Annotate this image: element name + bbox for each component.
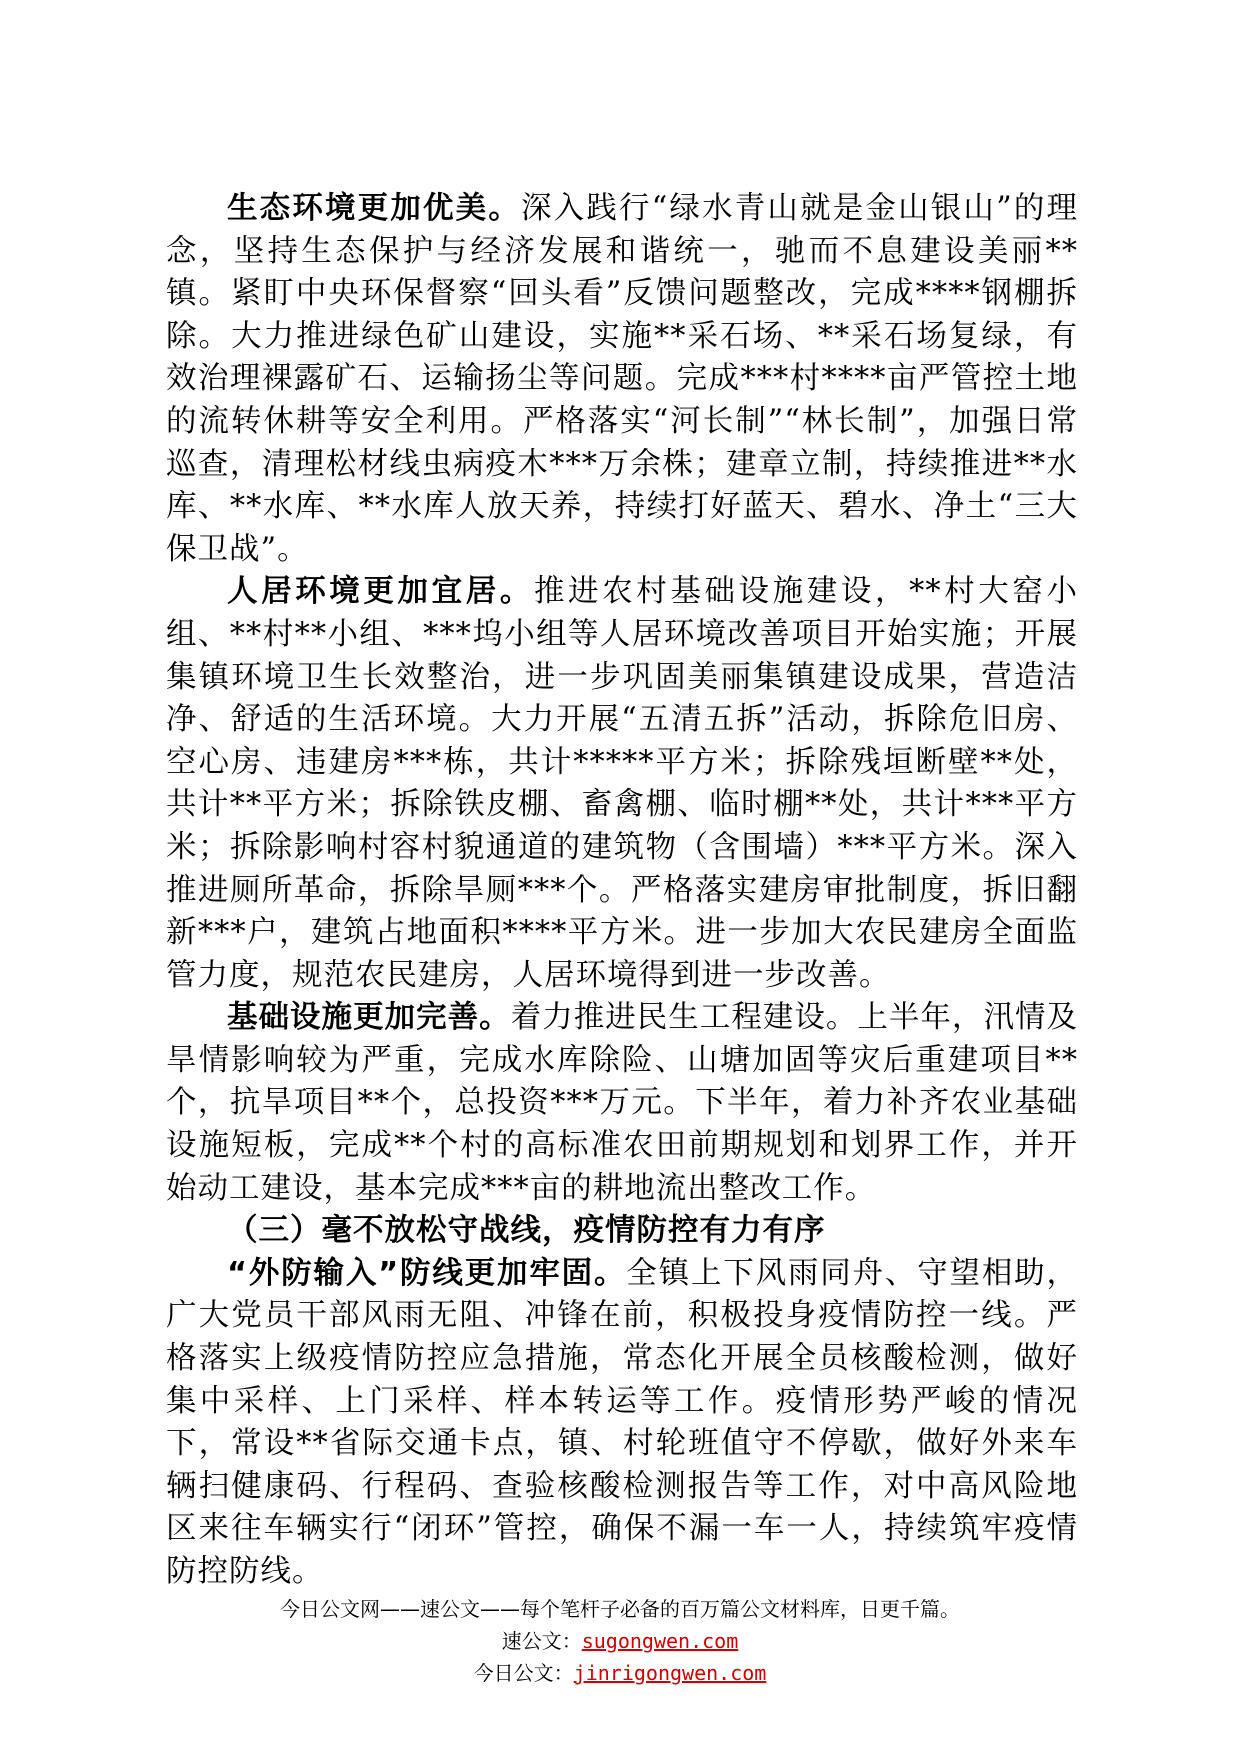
paragraph-text: 着力推进民生工程建设。上半年，汛情及旱情影响较为严重，完成水库除险、山塘加固等灾后重建项目**个，抗旱项目**个，总投资***万元。下半年，着力补齐农业基础设施短板，完成**个村的高标准农田前期规划和划界工作，并开始动工建设，基本完成***亩的耕地流出整改工作。 — [166, 1000, 1079, 1206]
footer-label: 今日公文： — [473, 1661, 574, 1685]
paragraph-living-environment — [166, 571, 1078, 997]
paragraph-epidemic-defense — [166, 1253, 1078, 1594]
section-heading: （三）毫不放松守战线，疫情防控有力有序 — [227, 1213, 826, 1249]
jinrigongwen-link[interactable]: jinrigongwen.com — [573, 1661, 767, 1685]
paragraph-ecology — [166, 188, 1078, 571]
document-body — [166, 188, 1078, 1594]
footer-sugongwen — [0, 1626, 1240, 1656]
paragraph-text: 深入践行“绿水青山就是金山银山”的理念，坚持生态保护与经济发展和谐统一，驰而不息建设美丽**镇。紧盯中央环保督察“回头看”反馈问题整改，完成****钢棚拆除。大力推进绿色矿山建设，实施**采石场、**采石场复绿，有效治理裸露矿石、运输扬尘等问题。完成***村****亩严管控土地的流转休耕等安全利用。严格落实“河长制”“林长制”，加强日常巡查，清理松材线虫病疫木***万余株；建章立制，持续推进**水库、**水库、**水库人放天养，持续打好蓝天、碧水、净土“三大保卫战”。 — [166, 191, 1079, 567]
sugongwen-link[interactable]: sugongwen.com — [581, 1629, 739, 1653]
footer-jinrigongwen — [0, 1658, 1240, 1688]
paragraph-text: 推进农村基础设施建设，**村大窑小组、**村**小组、***坞小组等人居环境改善项目开始实施；开展集镇环境卫生长效整治，进一步巩固美丽集镇建设成果，营造洁净、舒适的生活环境。大力开展“五清五拆”活动，拆除危旧房、空心房、违建房***栋，共计*****平方米；拆除残垣断壁**处，共计**平方米；拆除铁皮棚、畜禽棚、临时棚**处，共计***平方米；拆除影响村容村貌通道的建筑物（含围墙）***平方米。深入推进厕所革命，拆除旱厕***个。严格落实建房审批制度，拆旧翻新***户，建筑占地面积****平方米。进一步加大农民建房全面监管力度，规范农民建房，人居环境得到进一步改善。 — [166, 574, 1078, 993]
footer-tagline: 今日公文网——速公文——每个笔杆子必备的百万篇公文材料库，日更千篇。 — [280, 1597, 960, 1621]
footer-label: 速公文： — [501, 1629, 582, 1653]
paragraph-lead: 基础设施更加完善。 — [227, 1000, 511, 1036]
paragraph-infrastructure — [166, 997, 1078, 1210]
paragraph-lead: “外防输入”防线更加牢固。 — [227, 1255, 627, 1291]
paragraph-text: 全镇上下风雨同舟、守望相助，广大党员干部风雨无阻、冲锋在前，积极投身疫情防控一线。严格落实上级疫情防控应急措施，常态化开展全员核酸检测，做好集中采样、上门采样、样本转运等工作。疫情形势严峻的情况下，常设**省际交通卡点，镇、村轮班值守不停歇，做好外来车辆扫健康码、行程码、查验核酸检测报告等工作，对中高风险地区来往车辆实行“闭环”管控，确保不漏一车一人，持续筑牢疫情防控防线。 — [166, 1255, 1078, 1589]
paragraph-lead: 生态环境更加优美。 — [227, 191, 521, 226]
paragraph-lead: 人居环境更加宜居。 — [227, 574, 534, 610]
